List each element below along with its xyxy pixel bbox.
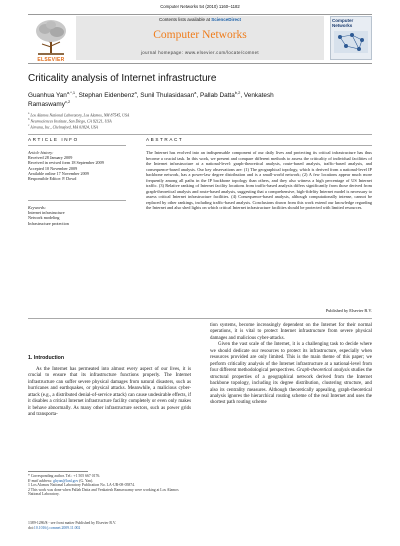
contents-line (76, 17, 324, 22)
cover-title-line-2: Networks (332, 23, 353, 28)
divider (28, 134, 372, 135)
paragraph (210, 342, 372, 407)
sciencedirect-link[interactable]: ScienceDirect (211, 17, 242, 22)
abstract-heading: ABSTRACT (146, 137, 184, 142)
contents-prefix: Contents lists available at (158, 17, 212, 22)
publisher-name: ELSEVIER (37, 57, 65, 63)
history-line: Available online 17 November 2009 (28, 170, 89, 176)
doi-line (28, 526, 191, 531)
keyword: Internet infrastructure (28, 210, 65, 216)
affiliation-text: Airvana, Inc., Chelmsford, MA 01824, USA (30, 125, 98, 130)
author-sup: c,2 (64, 98, 71, 104)
author-sup: b,2 (234, 89, 241, 95)
journal-homepage[interactable]: journal homepage: www.elsevier.com/locate/comnet (140, 50, 260, 55)
author-name-last: Ramaswamy (28, 101, 65, 108)
email-label: E-mail address: (28, 478, 54, 483)
history-line: Accepted 10 November 2009 (28, 165, 78, 171)
email-suffix: (G. Yan). (78, 478, 94, 483)
author[interactable] (140, 89, 197, 99)
affiliation-text: Los Alamos National Laboratory, Los Alamos, NM 87545, USA (30, 113, 130, 118)
cover-network-art-icon (334, 31, 368, 53)
doi-link[interactable]: 10.1016/j.comnet.2009.11.002 (33, 525, 81, 530)
divider (28, 200, 126, 201)
issn-line: 1389-1286/$ - see front matter Published by Elsevier B.V. (28, 521, 117, 525)
footnote: 1 Los Alamos National Laboratory Publication No. LA-UR-08-05874. (28, 483, 136, 488)
author-list: Guanhua Yan$^{a,*,1}$, Stephan Eidenbenz$^a$, Sunil Thulasidasan$^a$, Pallab Datta$^{b,2}$, Venkatesh Ramaswamy$^{c,2}$ (28, 89, 274, 108)
keyword: Network modeling (28, 215, 60, 221)
cover-title-line-1: Computer (332, 18, 354, 23)
body-right-column (210, 323, 372, 407)
cover-title (332, 18, 370, 28)
divider (28, 145, 126, 146)
author-name: Pallab Datta (199, 92, 235, 99)
author[interactable] (28, 98, 71, 108)
affiliation (28, 125, 372, 129)
doi-prefix: doi: (28, 525, 34, 530)
email-link[interactable]: ghyan@lanl.gov (53, 478, 79, 483)
affiliation-sup: b (28, 117, 30, 121)
affiliation-text: Neurosciences Institute, San Diego, CA 92121, USA (30, 119, 112, 124)
affiliation (28, 113, 372, 117)
footnote: 2 This work was done when Pallab Datta and Venkatesh Ramaswamy were working at Los Alamos National Laboratory. (28, 487, 179, 497)
journal-title: Computer Networks (153, 29, 247, 41)
author[interactable] (199, 89, 241, 99)
history-line: Responsible Editor: P. Dowd (28, 176, 77, 182)
paragraph-text: Given the vast scale of the Internet, it is a challenging task to decide where we should dedicate our resources to protect its infrastructure, especially when resources provided are only limited. This is the main theme of this paper; we perform criticality analysis of the Internet infrastructure at a national-level from four different methodological perspectives. (210, 342, 372, 374)
author-sup: a,*,1 (66, 89, 76, 95)
affiliation-sup: c (28, 123, 30, 127)
paragraph-text: studies the structural properties of a geographical network derived from the Internet backbone topology, including its degree distribution, clustering structure, and also its centrality measures. Although theoretically appealing, graph-theoretical analysis ignores the hierarchical routing scheme of the real Internet and uses the shortest path routing scheme (210, 368, 372, 406)
article-title: Criticality analysis of Internet infrastructure (28, 73, 217, 84)
author-name: Sunil Thulasidasan (140, 92, 195, 99)
journal-reference: Computer Networks 54 (2010) 1160–1182 (160, 4, 240, 9)
keywords-title: Keywords: (28, 205, 46, 210)
abstract-text: The Internet has evolved into an indispensable component of our daily lives and protecting its critical infrastructure has thus become a crucial task. In this work, we present and compare different methods to assess the criticality of individual facilities of the Internet infrastructure at a national-level: graph-theoretical analysis, route-based analysis, traffic-based analysis, and consequence-based analysis. Our key observations are: (1) The geographical topology, which is derived from a national-level IP backbone network, has a power-law degree distribution and is a small-world network; (2) A few locations appear much more frequently among all paths in the IP backbone topology than others, and they also witness a high percentage of US Internet traffic. (3) Relative ranking of Internet facility locations from traffic-based analysis differs significantly from those derived from graph-theoretical analysis and route-based analysis, suggesting that a comprehensive, high-fidelity Internet model is necessary to assess critical Internet infrastructure facilities. (4) Consequence-based analysis, although computationally intense, cannot be replaced by other rankings, including traffic-based analysis. Conclusions drawn from this work extend our knowledge regarding the Internet and also shed lights on which critical Internet infrastructure facilities should be protected with limited resources. (146, 150, 372, 210)
keyword: Infrastructure protection (28, 220, 69, 226)
footnotes (28, 474, 191, 497)
footnote: * Corresponding author. Tel.: +1 505 667 0176. (28, 474, 101, 478)
author-sup: a (194, 89, 197, 95)
section-heading-introduction: 1. Introduction (28, 355, 65, 361)
footnote-divider (28, 471, 88, 472)
author-name: Stephan Eidenbenz (78, 92, 135, 99)
divider (28, 318, 372, 319)
author-name: Guanhua Yan (28, 92, 67, 99)
emphasis-text: Graph-theoretical analysis (296, 368, 350, 374)
published-by: Published by Elsevier B.V. (325, 308, 372, 313)
issn-block (28, 521, 191, 530)
elsevier-tree-logo-icon (30, 17, 72, 58)
paragraph: tion systems, become increasingly dependent on the Internet for their normal operations, it is vital to protect Internet infrastructure from severe physical damages and malicious cyber-attacks. (210, 323, 372, 341)
article-info-heading: ARTICLE INFO (28, 137, 79, 142)
body-left-column: As the Internet has permeated into almost every aspect of our lives, it is crucial to ensure that its infrastructure functions properly. The Internet infrastructure can suffer severe physical damages from natural disasters, such as hurricanes and earthquakes, or physical attacks. Meanwhile, a malicious cyber-attack (e.g., a distributed denial-of-service attack) can cause undesirable effects, if it disables a critical Internet infrastructure facility completely or even only makes it behave abnormally. As many other infrastructure sectors, such as power grids and transporta- (28, 367, 191, 418)
history-line: Received 28 January 2009 (28, 155, 73, 161)
history-line: Received in revised form 18 September 2009 (28, 160, 104, 166)
author-sup: a (134, 89, 137, 95)
affiliation-sup: a (28, 111, 30, 115)
affiliation (28, 119, 372, 123)
author[interactable] (78, 89, 137, 99)
divider (146, 145, 372, 146)
history-title: Article history: (28, 150, 54, 155)
keywords (28, 205, 126, 226)
article-history (28, 150, 126, 181)
